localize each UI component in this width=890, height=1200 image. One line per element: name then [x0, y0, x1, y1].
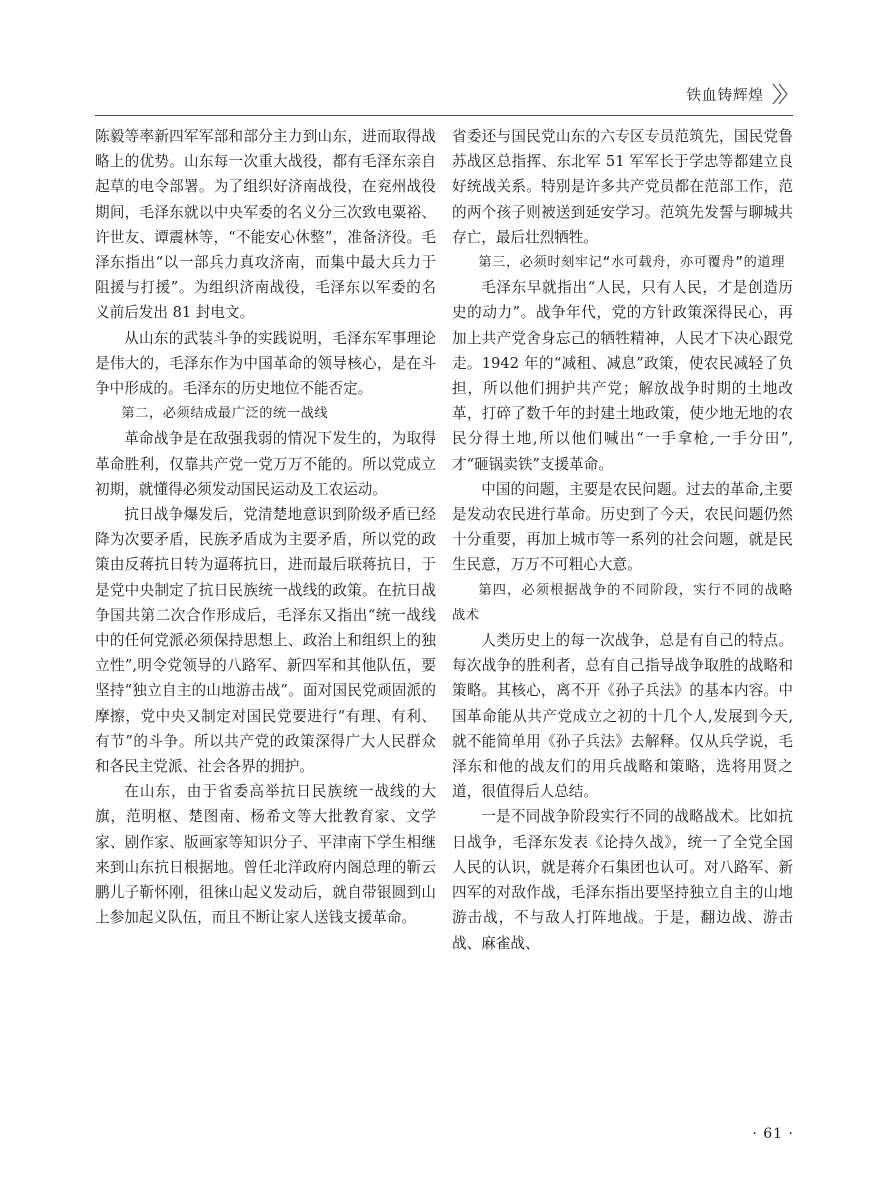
body-paragraph: 毛泽东早就指出“人民，只有人民，才是创造历史的动力”。战争年代，党的方针政策深得民心，再加上共产党舍身忘己的牺牲精神，人民才下决心跟党走。1942 年的“减租、减息”政策，使农民减轻了负担，所以他们拥护共产党；解放战争时期的土地改革，打碎了数千年的封建土地政策，使少地无地的农民分得土地,所以他们喊出“一手拿枪,一手分田”,才“砸锅卖铁”支援革命。	[452, 279, 793, 473]
right-column	[452, 124, 793, 956]
header-rule	[95, 115, 793, 116]
body-paragraph: 革命战争是在敌强我弱的情况下发生的，为取得革命胜利，仅靠共产党一党万万不能的。所以党成立初期，就懂得必须发动国民运动及工农运动。	[95, 430, 436, 498]
body-paragraph: 中国的问题，主要是农民问题。过去的革命,主要是发动农民进行革命。历史到了今天，农民问题仍然十分重要，再加上城市等一系列的社会问题，就是民生民意，万万不可粗心大意。	[452, 480, 793, 574]
body-paragraph: 抗日战争爆发后，党清楚地意识到阶级矛盾已经降为次要矛盾，民族矛盾成为主要矛盾，所以党的政策由反蒋抗日转为逼蒋抗日，进而最后联蒋抗日，于是党中央制定了抗日民族统一战线的政策。在抗日战争国共第二次合作形成后，毛泽东又指出“统一战线中的任何党派必须保持思想上、政治上和组织上的独立性”,明令党领导的八路军、新四军和其他队伍，要坚持“独立自主的山地游击战”。面对国民党顽固派的摩擦，党中央又制定对国民党要进行“有理、有利、有节”的斗争。所以共产党的政策深得广大人民群众和各民主党派、社会各界的拥护。	[95, 506, 436, 776]
left-column	[95, 124, 436, 931]
body-paragraph: 在山东，由于省委高举抗日民族统一战线的大旗，范明枢、楚图南、杨希文等大批教育家、文学家、剧作家、版画家等知识分子、平津南下学生相继来到山东抗日根据地。曾任北洋政府内阁总理的靳云鹏儿子靳怀刚，徂徕山起义发动后，就自带银圆到山上参加起义队伍，而且不断让家人送钱支援革命。	[95, 783, 436, 927]
section-subheading: 第四，必须根据战争的不同阶段，实行不同的战略战术	[452, 582, 793, 623]
running-header	[687, 82, 791, 106]
section-subheading: 第三，必须时刻牢记“水可载舟，亦可覆舟”的道理	[478, 255, 786, 271]
section-subheading: 第二，必须结成最广泛的统一战线	[121, 406, 329, 422]
body-paragraph: 一是不同战争阶段实行不同的战略战术。比如抗日战争，毛泽东发表《论持久战》，统一了全党全国人民的认识，就是蒋介石集团也认可。对八路军、新四军的对敌作战，毛泽东指出要坚持独立自主的山地游击战，不与敌人打阵地战。于是，翻边战、游击战、麻雀战、	[452, 808, 793, 952]
body-paragraph: 陈毅等率新四军军部和部分主力到山东，进而取得战略上的优势。山东每一次重大战役，都有毛泽东亲自起草的电令部署。为了组织好济南战役，在兖州战役期间，毛泽东就以中央军委的名义分三次致电粟裕、许世友、谭震林等，“不能安心休整”，准备济役。毛泽东指出“以一部兵力真攻济南，而集中最大兵力于阻援与打援”。为组织济南战役，毛泽东以军委的名义前后发出 81 封电文。	[95, 128, 436, 322]
section-title: 铁血铸辉煌	[686, 87, 764, 104]
body-paragraph: 人类历史上的每一次战争，总是有自己的特点。每次战争的胜利者，总有自己指导战争取胜的战略和策略。其核心，离不开《孙子兵法》的基本内容。中国革命能从共产党成立之初的十几个人,发展到今天,就不能简单用《孙子兵法》去解释。仅从兵学说，毛泽东和他的战友们的用兵战略和策略，选将用贤之道，很值得后人总结。	[452, 632, 793, 801]
double-chevron-right-icon	[770, 82, 790, 106]
body-paragraph: 省委还与国民党山东的六专区专员范筑先，国民党鲁苏战区总指挥、东北军 51 军军长于学忠等都建立良好统战关系。特别是许多共产党员都在范部工作，范的两个孩子则被送到延安学习。范筑先发誓与聊城共存亡，最后壮烈牺牲。	[452, 128, 793, 246]
page-number: · 61 ·	[752, 1126, 794, 1142]
body-paragraph: 从山东的武装斗争的实践说明，毛泽东军事理论是伟大的，毛泽东作为中国革命的领导核心，是在斗争中形成的。毛泽东的历史地位不能否定。	[95, 329, 436, 398]
